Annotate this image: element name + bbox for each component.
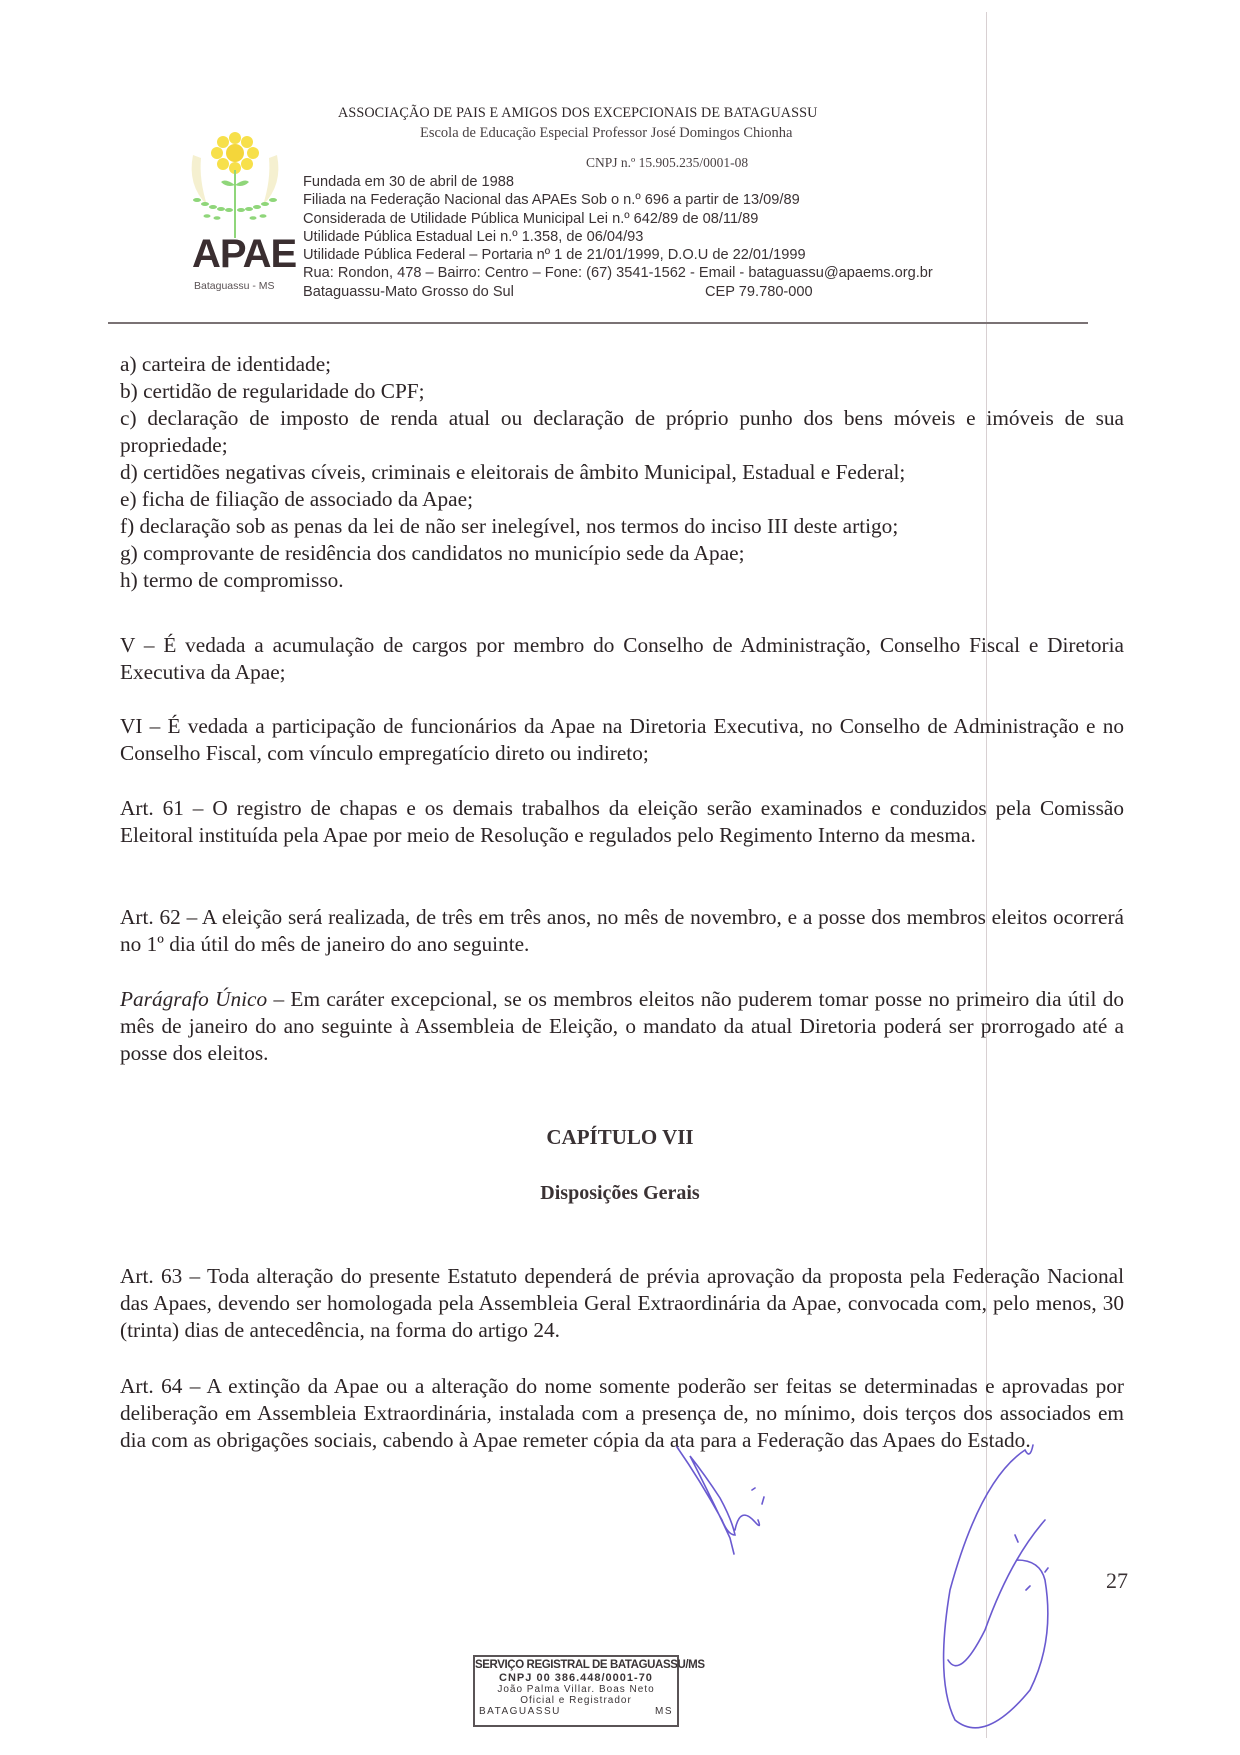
stamp-city: BATAGUASSU (479, 1706, 561, 1717)
header-line: Utilidade Pública Estadual Lei n.º 1.358, de 06/04/93 (303, 228, 644, 245)
chapter-title: CAPÍTULO VII (546, 1125, 694, 1149)
header-divider (108, 322, 1088, 324)
list-item: e) ficha de filiação de associado da Apae; (120, 487, 473, 511)
registry-stamp (473, 1655, 705, 1727)
header-line: Considerada de Utilidade Pública Municipal Lei n.º 642/89 de 08/11/89 (303, 210, 759, 227)
paragrafo-unico-text: – Em caráter excepcional, se os membros eleitos não puderem tomar posse no primeiro dia útil do mês de janeiro do ano seguinte à Assembleia de Eleição, o mandato da atual Diretoria poderá ser prorrogado até a posse dos eleitos. (120, 987, 1124, 1065)
stamp-line (475, 1706, 677, 1717)
list-item: b) certidão de regularidade do CPF; (120, 379, 425, 403)
signature-1 (677, 1447, 759, 1554)
stamp-line: SERVIÇO REGISTRAL DE BATAGUASSU/MS (475, 1659, 705, 1671)
header-line: Rua: Rondon, 478 – Bairro: Centro – Fone: (67) 3541-1562 - Email - bataguassu@apaems.org.br (303, 265, 933, 282)
flower-logo-icon (185, 130, 285, 240)
list-item: c) declaração de imposto de renda atual ou declaração de próprio punho dos bens móveis e imóveis de sua propriedade; (120, 406, 1124, 457)
list-item: d) certidões negativas cíveis, criminais e eleitorais de âmbito Municipal, Estadual e Federal; (120, 460, 906, 484)
list-item: g) comprovante de residência dos candidatos no município sede da Apae; (120, 541, 745, 565)
page-number: 27 (1106, 1568, 1128, 1593)
list-item: h) termo de compromisso. (120, 568, 344, 592)
organization-name: ASSOCIAÇÃO DE PAIS E AMIGOS DOS EXCEPCIONAIS DE BATAGUASSU (338, 105, 818, 121)
header-info (303, 173, 933, 301)
paragrafo-unico-label: Parágrafo Único (120, 987, 268, 1011)
signature-2 (944, 1445, 1048, 1728)
chapter-subtitle: Disposições Gerais (540, 1182, 700, 1204)
logo-subtitle: Bataguassu - MS (194, 280, 275, 292)
stamp-line: CNPJ 00 386.448/0001-70 (499, 1672, 653, 1684)
article-63: Art. 63 – Toda alteração do presente Estatuto dependerá de prévia aprovação da proposta pela Federação Nacional das Apaes, devendo ser homologada pela Assembleia Geral Extraordinária da Apae, convocada com, pelo menos, 30 (trinta) dias de antecedência, na forma do artigo 24. (120, 1264, 1124, 1342)
cnpj: CNPJ n.º 15.905.235/0001-08 (586, 155, 749, 170)
header-line: Fundada em 30 de abril de 1988 (303, 174, 514, 190)
stamp-line: Oficial e Registrador (520, 1695, 632, 1706)
logo-wordmark: APAE (192, 232, 297, 276)
stamp-state: MS (655, 1706, 673, 1717)
article-64: Art. 64 – A extinção da Apae ou a alteração do nome somente poderão ser feitas se determinadas e aprovadas por deliberação em Assembleia Extraordinária, instalada com a presença de, no mínimo, dois terços dos associados em dia com as obrigações sociais, cabendo à Apae remeter cópia da ata para a Federação das Apaes do Estado. (120, 1374, 1124, 1452)
document-list (120, 351, 1124, 594)
signature-1-dots (752, 1488, 764, 1504)
header-city: Bataguassu-Mato Grosso do Sul (303, 283, 514, 300)
header-line: Utilidade Pública Federal – Portaria nº 1 de 21/01/1999, D.O.U de 22/01/1999 (303, 247, 806, 264)
article-62: Art. 62 – A eleição será realizada, de três em três anos, no mês de novembro, e a posse dos membros eleitos ocorrerá no 1º dia útil do mês de janeiro do ano seguinte. (120, 905, 1124, 956)
stamp-line: João Palma Villar. Boas Neto (497, 1684, 655, 1695)
list-item: a) carteira de identidade; (120, 352, 332, 376)
header-city-line (303, 283, 933, 301)
inciso-vi: VI – É vedada a participação de funcionários da Apae na Diretoria Executiva, no Conselho de Administração e no Conselho Fiscal, com vínculo empregatício direto ou indireto; (120, 714, 1124, 765)
header-line: Filiada na Federação Nacional das APAEs Sob o n.º 696 a partir de 13/09/89 (303, 192, 800, 209)
school-name: Escola de Educação Especial Professor José Domingos Chionha (420, 125, 793, 141)
list-item: f) declaração sob as penas da lei de não ser inelegível, nos termos do inciso III deste artigo; (120, 514, 899, 538)
article-61: Art. 61 – O registro de chapas e os demais trabalhos da eleição serão examinados e conduzidos pela Comissão Eleitoral instituída pela Apae por meio de Resolução e regulados pelo Regimento Interno da mesma. (120, 796, 1124, 847)
paragrafo-unico (120, 986, 1124, 1067)
inciso-v: V – É vedada a acumulação de cargos por membro do Conselho de Administração, Conselho Fiscal e Diretoria Executiva da Apae; (120, 633, 1124, 684)
header-cep: CEP 79.780-000 (705, 283, 813, 300)
scan-artifact-line (986, 12, 987, 1738)
